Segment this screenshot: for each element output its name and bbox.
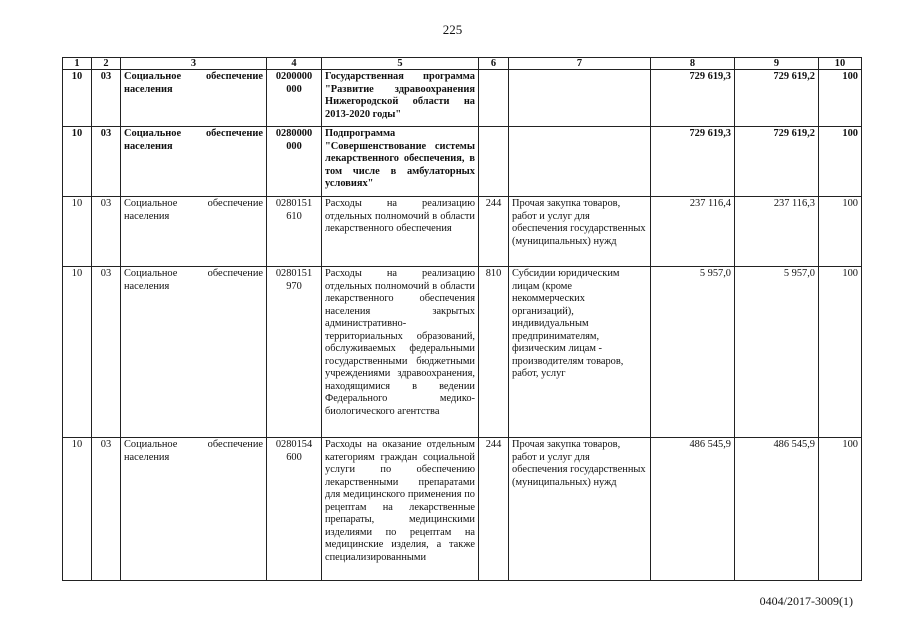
header-cell-9: 9 [735,58,819,70]
table-row [63,70,862,127]
expense-type-code [479,70,509,127]
planned-amount: 486 545,9 [651,438,735,581]
section-name: Социальное обеспечение населения [121,267,267,438]
expense-description: Расходы на реализацию отдельных полномочий в области лекарственного обеспечения населения закрытых административно-территориальных образований, обслуживаемых федеральными государственными бюджетными учреждениями здравоохранения, находящимися в ведении Федерального медико-биологического агентства [322,267,479,438]
executed-amount: 5 957,0 [735,267,819,438]
expense-type-code: 244 [479,197,509,267]
subsection-code: 03 [92,70,121,127]
subsection-code: 03 [92,127,121,197]
planned-amount: 729 619,3 [651,70,735,127]
expense-type-name [509,127,651,197]
section-code: 10 [63,267,92,438]
planned-amount: 729 619,3 [651,127,735,197]
expense-description: Государственная программа "Развитие здравоохранения Нижегородской области на 2013-2020 годы" [322,70,479,127]
section-code: 10 [63,197,92,267]
table-row [63,267,862,438]
header-cell-7: 7 [509,58,651,70]
expense-type-name: Субсидии юридическим лицам (кроме некоммерческих организаций), индивидуальным предпринимателям, физическим лицам - производителям товаров, работ, услуг [509,267,651,438]
section-name: Социальное обеспечение населения [121,438,267,581]
header-cell-5: 5 [322,58,479,70]
executed-amount: 237 116,3 [735,197,819,267]
execution-percent: 100 [819,70,862,127]
expense-description: Расходы на реализацию отдельных полномочий в области лекарственного обеспечения [322,197,479,267]
header-cell-6: 6 [479,58,509,70]
expense-description: Расходы на оказание отдельным категориям граждан социальной услуги по обеспечению лекарственными препаратами для медицинского применения по рецептам на лекарственные препараты, медицинскими изделиями по рецептам на медицинские изделия, а также специализированными [322,438,479,581]
target-article-code: 0280151 610 [267,197,322,267]
header-cell-8: 8 [651,58,735,70]
section-code: 10 [63,438,92,581]
subsection-code: 03 [92,267,121,438]
expense-type-code [479,127,509,197]
header-cell-3: 3 [121,58,267,70]
executed-amount: 729 619,2 [735,127,819,197]
header-cell-10: 10 [819,58,862,70]
target-article-code: 0200000 000 [267,70,322,127]
subsection-code: 03 [92,438,121,581]
execution-percent: 100 [819,127,862,197]
target-article-code: 0280000 000 [267,127,322,197]
table-row [63,197,862,267]
execution-percent: 100 [819,267,862,438]
target-article-code: 0280151 970 [267,267,322,438]
expense-type-name [509,70,651,127]
target-article-code: 0280154 600 [267,438,322,581]
expense-type-name: Прочая закупка товаров, работ и услуг для обеспечения государственных (муниципальных) нужд [509,197,651,267]
header-cell-1: 1 [63,58,92,70]
subsection-code: 03 [92,197,121,267]
executed-amount: 486 545,9 [735,438,819,581]
header-cell-4: 4 [267,58,322,70]
table-row [63,438,862,581]
section-name: Социальное обеспечение населения [121,70,267,127]
expense-description: Подпрограмма "Совершенствование системы лекарственного обеспечения, в том числе в амбулаторных условиях" [322,127,479,197]
section-name: Социальное обеспечение населения [121,127,267,197]
expense-type-code: 244 [479,438,509,581]
section-code: 10 [63,127,92,197]
section-code: 10 [63,70,92,127]
table-row [63,127,862,197]
expense-type-name: Прочая закупка товаров, работ и услуг для обеспечения государственных (муниципальных) нужд [509,438,651,581]
header-row [63,58,862,70]
header-cell-2: 2 [92,58,121,70]
expense-type-code: 810 [479,267,509,438]
planned-amount: 5 957,0 [651,267,735,438]
executed-amount: 729 619,2 [735,70,819,127]
document-code: 0404/2017-3009(1) [759,594,853,608]
execution-percent: 100 [819,438,862,581]
page-number: 225 [442,22,463,37]
budget-table [62,57,862,581]
planned-amount: 237 116,4 [651,197,735,267]
section-name: Социальное обеспечение населения [121,197,267,267]
execution-percent: 100 [819,197,862,267]
